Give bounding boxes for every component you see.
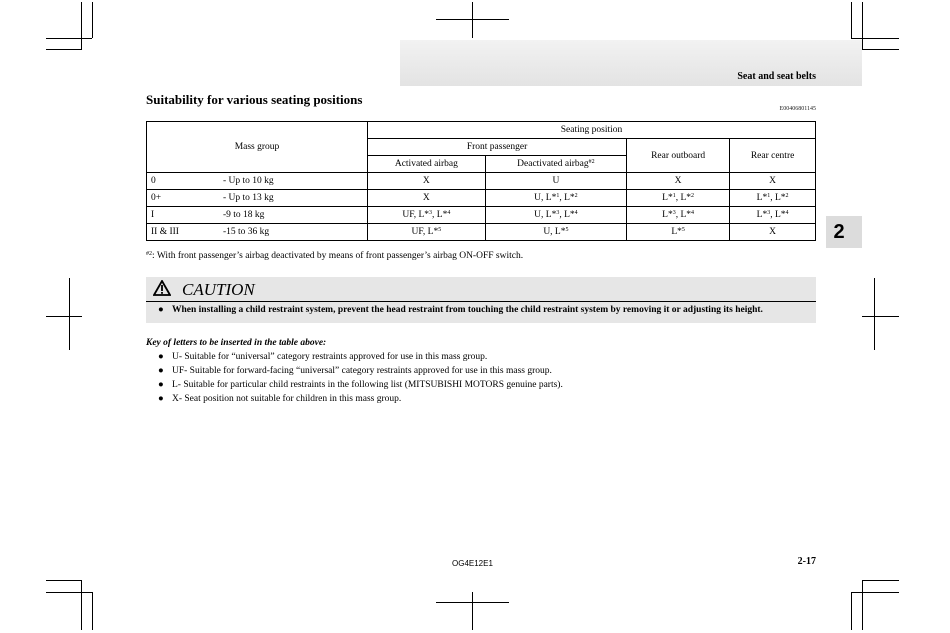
table-body <box>147 173 816 241</box>
mass-group-cell: I <box>147 207 220 224</box>
caution-box <box>146 277 816 323</box>
crop-mark <box>46 38 92 39</box>
key-list <box>158 350 563 406</box>
crop-mark <box>862 49 899 50</box>
list-item <box>158 378 563 392</box>
activated-airbag-cell: UF, L*$^5$ <box>368 224 486 241</box>
header-rear-outboard: Rear outboard <box>627 139 730 173</box>
mass-group-cell: 0+ <box>147 190 220 207</box>
crop-mark <box>862 580 899 581</box>
rear-outboard-cell: L*$^3$, L*$^4$ <box>627 207 730 224</box>
chapter-tab <box>826 216 862 248</box>
crop-mark <box>862 2 863 50</box>
key-item-text: U- Suitable for “universal” category restraints approved for use in this mass group. <box>172 352 488 362</box>
mass-range-cell: -15 to 36 kg <box>219 224 368 241</box>
page-title: Suitability for various seating positions <box>146 92 363 107</box>
section-title: Seat and seat belts <box>737 71 816 82</box>
rear-centre-cell: X <box>730 173 816 190</box>
activated-airbag-cell: X <box>368 173 486 190</box>
mass-group-cell: II & III <box>147 224 220 241</box>
crop-mark <box>46 580 82 581</box>
header-mass-group: Mass group <box>147 122 368 173</box>
bullet-icon: ● <box>158 366 164 376</box>
list-item <box>158 364 563 378</box>
crop-mark <box>436 19 509 20</box>
rear-centre-cell: L*$^3$, L*$^4$ <box>730 207 816 224</box>
warning-triangle-icon <box>153 280 171 296</box>
bullet-icon: ● <box>158 394 164 404</box>
table-row <box>147 207 816 224</box>
rear-outboard-cell: L*$^1$, L*$^2$ <box>627 190 730 207</box>
crop-mark <box>851 592 852 630</box>
crop-mark <box>862 316 899 317</box>
crop-mark <box>874 278 875 350</box>
table-row <box>147 190 816 207</box>
crop-mark <box>92 2 93 38</box>
crop-mark <box>436 602 509 603</box>
header-rear-centre: Rear centre <box>730 139 816 173</box>
rear-centre-cell: L*$^1$, L*$^2$ <box>730 190 816 207</box>
rear-centre-cell: X <box>730 224 816 241</box>
page-number: 2-17 <box>797 556 816 567</box>
rear-outboard-cell: X <box>627 173 730 190</box>
footnote <box>146 251 523 261</box>
footer-code: OG4E12E1 <box>452 559 493 568</box>
list-item <box>158 350 563 364</box>
caution-message: When installing a child restraint system, prevent the head restraint from touching the child restraint system by removing it or adjusting its height. <box>172 305 763 315</box>
key-item-text: X- Seat position not suitable for children in this mass group. <box>172 394 402 404</box>
activated-airbag-cell: UF, L*$^3$, L*$^4$ <box>368 207 486 224</box>
header-seating-position: Seating position <box>368 122 816 139</box>
chapter-number: 2 <box>833 221 845 243</box>
table-row <box>147 224 816 241</box>
header-deactivated-airbag-label: Deactivated airbag <box>517 159 589 169</box>
crop-mark <box>862 580 863 630</box>
mass-range-cell: -9 to 18 kg <box>219 207 368 224</box>
activated-airbag-cell: X <box>368 190 486 207</box>
key-item-text: L- Suitable for particular child restraints in the following list (MITSUBISHI MOTORS genuine parts). <box>172 380 563 390</box>
bullet-icon: ● <box>158 380 164 390</box>
footnote-ref: #2 <box>588 159 595 165</box>
crop-mark <box>81 580 82 630</box>
crop-mark <box>46 316 82 317</box>
crop-mark <box>851 2 852 38</box>
caution-header <box>146 277 816 302</box>
mass-group-cell: 0 <box>147 173 220 190</box>
crop-mark <box>472 2 473 38</box>
bullet-icon: ● <box>158 352 164 362</box>
crop-mark <box>851 592 899 593</box>
mass-range-cell: - Up to 13 kg <box>219 190 368 207</box>
crop-mark <box>46 592 92 593</box>
crop-mark <box>92 592 93 630</box>
caution-text <box>158 305 763 315</box>
footnote-marker: #2 <box>146 251 152 257</box>
crop-mark <box>851 38 899 39</box>
deactivated-airbag-cell: U, L*$^5$ <box>485 224 626 241</box>
header-front-passenger: Front passenger <box>368 139 627 156</box>
key-title: Key of letters to be inserted in the table above: <box>146 338 327 348</box>
crop-mark <box>81 2 82 50</box>
table-row <box>147 173 816 190</box>
header-deactivated-airbag <box>485 156 626 173</box>
mass-range-cell: - Up to 10 kg <box>219 173 368 190</box>
deactivated-airbag-cell: U, L*$^3$, L*$^4$ <box>485 207 626 224</box>
crop-mark <box>46 49 82 50</box>
bullet-icon: ● <box>158 305 164 315</box>
footnote-text: : With front passenger’s airbag deactivated by means of front passenger’s airbag ON-OFF switch. <box>152 251 524 261</box>
seating-suitability-table <box>146 121 816 241</box>
deactivated-airbag-cell: U <box>485 173 626 190</box>
rear-outboard-cell: L*$^5$ <box>627 224 730 241</box>
crop-mark <box>472 592 473 630</box>
caution-title: CAUTION <box>182 280 255 299</box>
key-item-text: UF- Suitable for forward-facing “universal” category restraints approved for use in this mass group. <box>172 366 552 376</box>
list-item <box>158 392 563 406</box>
header-activated-airbag: Activated airbag <box>368 156 486 173</box>
deactivated-airbag-cell: U, L*$^1$, L*$^2$ <box>485 190 626 207</box>
crop-mark <box>69 278 70 350</box>
document-code: E00406801145 <box>779 106 816 112</box>
